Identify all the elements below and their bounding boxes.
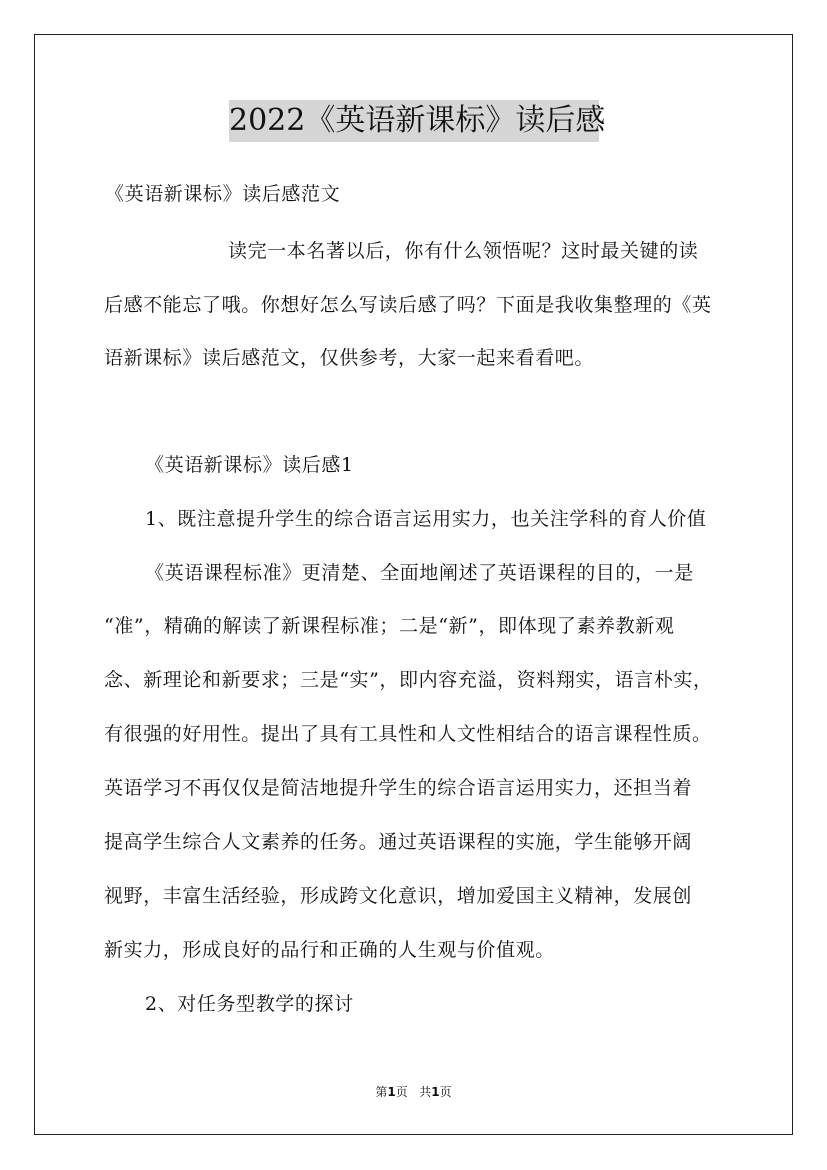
sub-heading: 2、对任务型教学的探讨 (145, 993, 354, 1015)
footer-mid: 页 共 (395, 1085, 432, 1099)
body-line: 新实力，形成良好的品行和正确的人生观与价值观。 (104, 939, 555, 961)
footer-prefix: 第 (375, 1085, 388, 1099)
body-line: 后感不能忘了哦。你想好怎么写读后感了吗？下面是我收集整理的《英 (104, 294, 712, 316)
sub-heading: 1、既注意提升学生的综合语言运用实力，也关注学科的育人价值 (145, 508, 707, 530)
footer-total-pages: 1 (431, 1085, 440, 1099)
body-line: “准”，精确的解读了新课程标准；二是“新”，即体现了素养教新观 (104, 615, 675, 637)
body-line: 有很强的好用性。提出了具有工具性和人文性相结合的语言课程性质。 (104, 723, 712, 745)
body-line: 念、新理论和新要求；三是“实”，即内容充溢，资料翔实，语言朴实， (104, 669, 713, 691)
document-title: 2022《英语新课标》读后感 (229, 100, 599, 142)
section-heading: 《英语新课标》读后感1 (145, 454, 354, 476)
body-line: 提高学生综合人文素养的任务。通过英语课程的实施，学生能够开阔 (104, 831, 693, 853)
subtitle: 《英语新课标》读后感范文 (105, 183, 341, 205)
body-line: 读完一本名著以后，你有什么领悟呢？这时最关键的读 (228, 240, 699, 262)
footer-suffix: 页 (439, 1085, 452, 1099)
footer-page-number: 1 (387, 1085, 396, 1099)
body-line: 语新课标》读后感范文，仅供参考，大家一起来看看吧。 (104, 347, 595, 369)
body-line: 英语学习不再仅仅是简洁地提升学生的综合语言运用实力，还担当着 (104, 777, 693, 799)
body-line: 视野，丰富生活经验，形成跨文化意识，增加爱国主义精神，发展创 (104, 885, 693, 907)
body-line: 《英语课程标准》更清楚、全面地阐述了英语课程的目的，一是 (145, 562, 694, 584)
page-footer (0, 1084, 827, 1100)
